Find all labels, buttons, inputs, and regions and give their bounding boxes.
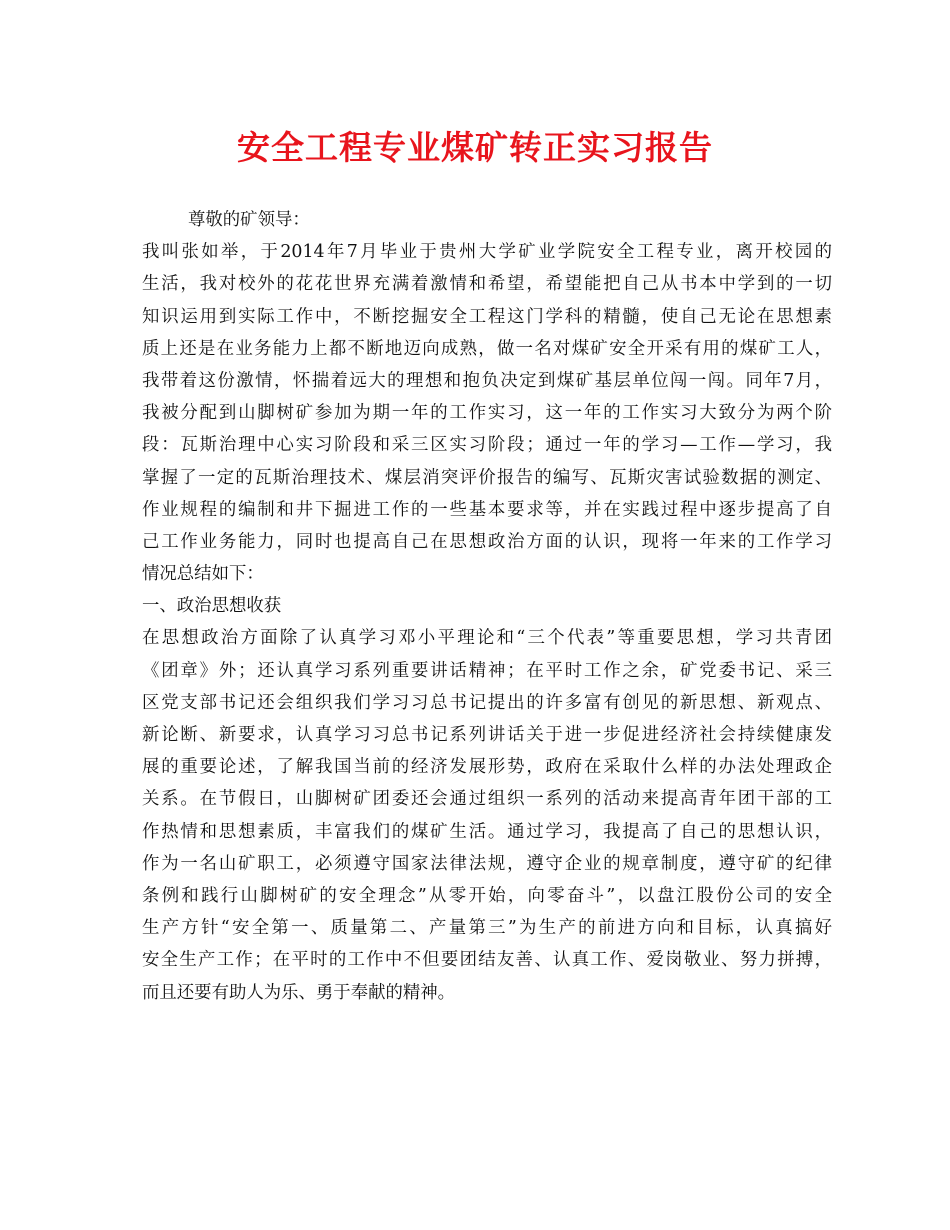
document-body <box>142 204 832 1009</box>
paragraph-line: 在思想政治方面除了认真学习邓小平理论和“三个代表”等重要思想，学习共青团 <box>142 628 832 649</box>
paragraph-line: 己工作业务能力，同时也提高自己在思想政治方面的认识，现将一年来的工作学习 <box>142 531 832 552</box>
paragraph-line: 《团章》外；还认真学习系列重要讲话精神；在平时工作之余，矿党委书记、采三 <box>142 660 832 681</box>
paragraph-line: 作热情和思想素质，丰富我们的煤矿生活。通过学习，我提高了自己的思想认识， <box>142 821 832 842</box>
paragraph-line: 关系。在节假日，山脚树矿团委还会通过组织一系列的活动来提高青年团干部的工 <box>142 789 832 810</box>
paragraph-line: 新论断、新要求，认真学习习总书记系列讲话关于进一步促进经济社会持续健康发 <box>142 725 832 745</box>
paragraph-line: 段：瓦斯治理中心实习阶段和采三区实习阶段；通过一年的学习—工作—学习，我 <box>142 435 832 456</box>
paragraph-line: 安全生产工作；在平时的工作中不但要团结友善、认真工作、爱岗敬业、努力拼搏， <box>142 950 832 971</box>
paragraph-line: 质上还是在业务能力上都不断地迈向成熟，做一名对煤矿安全开采有用的煤矿工人， <box>142 338 832 359</box>
paragraph-line: 作业规程的编制和井下掘进工作的一些基本要求等，并在实践过程中逐步提高了自 <box>142 499 832 520</box>
paragraph-line: 掌握了一定的瓦斯治理技术、煤层消突评价报告的编写、瓦斯灾害试验数据的测定、 <box>142 467 832 488</box>
paragraph-line: 作为一名山矿职工，必须遵守国家法律法规，遵守企业的规章制度，遵守矿的纪律 <box>142 853 832 874</box>
section-heading: 一、政治思想收获 <box>142 596 282 617</box>
salutation-line: 尊敬的矿领导： <box>188 210 310 230</box>
paragraph-line: 我叫张如举，于2014年7月毕业于贵州大学矿业学院安全工程专业，离开校园的 <box>142 242 832 263</box>
paragraph-line: 展的重要论述，了解我国当前的经济发展形势，政府在采取什么样的办法处理政企 <box>142 757 832 778</box>
paragraph-line: 知识运用到实际工作中，不断挖掘安全工程这门学科的精髓，使自己无论在思想素 <box>142 306 832 327</box>
paragraph-line: 情况总结如下： <box>142 564 264 585</box>
paragraph-line: 我带着这份激情，怀揣着远大的理想和抱负决定到煤矿基层单位闯一闯。同年7月， <box>142 370 832 391</box>
paragraph-line: 条例和践行山脚树矿的安全理念”从零开始，向零奋斗”，以盘江股份公司的安全 <box>142 885 832 906</box>
document-title: 安全工程专业煤矿转正实习报告 <box>237 128 713 167</box>
paragraph-line: 生产方针“安全第一、质量第二、产量第三”为生产的前进方向和目标，认真搞好 <box>142 918 832 939</box>
paragraph-line: 区党支部书记还会组织我们学习习总书记提出的许多富有创见的新思想、新观点、 <box>142 692 832 713</box>
paragraph-line: 我被分配到山脚树矿参加为期一年的工作实习，这一年的工作实习大致分为两个阶 <box>142 403 832 424</box>
paragraph-line: 生活，我对校外的花花世界充满着激情和希望，希望能把自己从书本中学到的一切 <box>142 274 832 295</box>
paragraph-line: 而且还要有助人为乐、勇于奉献的精神。 <box>142 982 456 1003</box>
